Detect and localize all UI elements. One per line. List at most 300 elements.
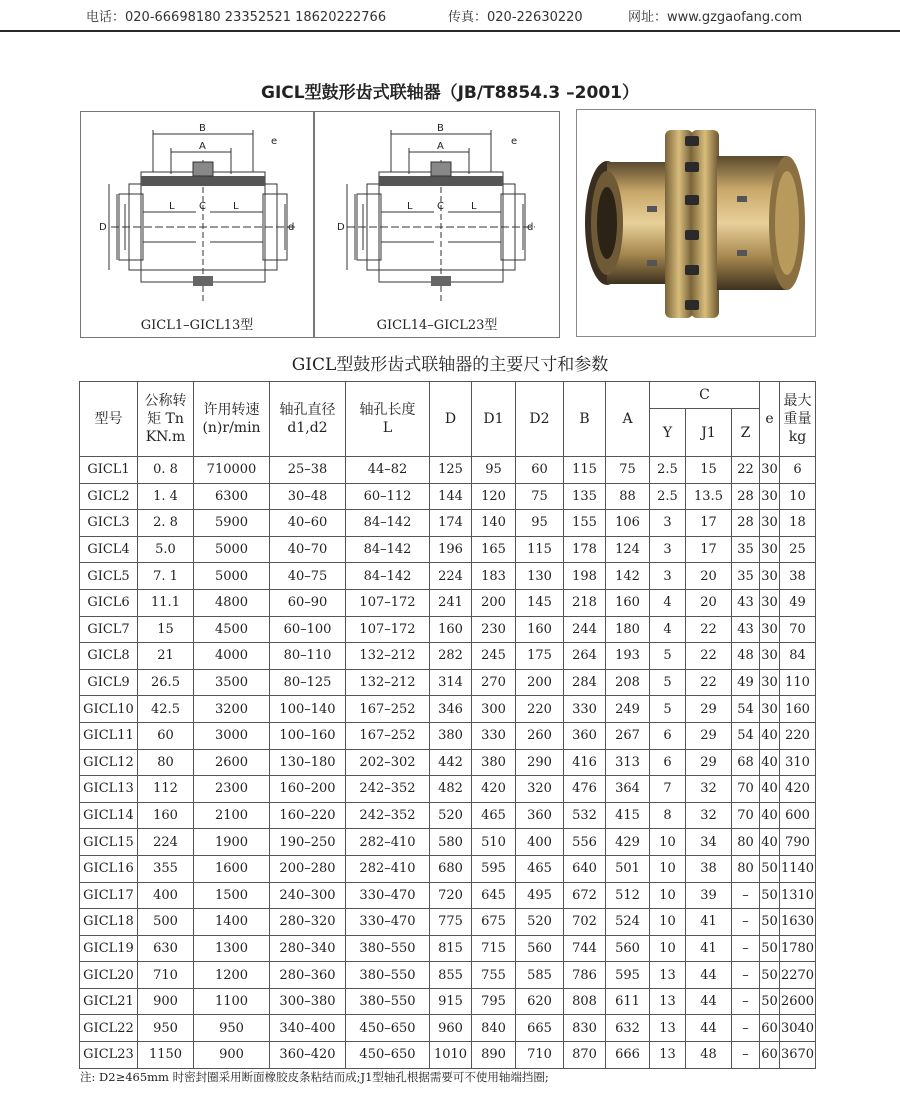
table-cell: 710 [516, 1042, 564, 1069]
table-cell: 7 [650, 776, 686, 803]
table-cell: 160 [430, 616, 472, 643]
table-cell: 43 [732, 589, 760, 616]
table-cell: 54 [732, 696, 760, 723]
table-row [80, 483, 816, 510]
table-cell: 32 [686, 802, 732, 829]
table-cell: 314 [430, 669, 472, 696]
table-cell: 5 [650, 669, 686, 696]
table-cell: 520 [430, 802, 472, 829]
table-cell: 320 [516, 776, 564, 803]
table-cell: 620 [516, 988, 564, 1015]
table-cell: 346 [430, 696, 472, 723]
table-cell: 249 [606, 696, 650, 723]
table-cell: 1150 [138, 1042, 194, 1069]
table-cell: 132–212 [346, 643, 430, 670]
table-cell: 165 [472, 536, 516, 563]
table-cell: 4 [650, 616, 686, 643]
table-cell: 795 [472, 988, 516, 1015]
table-cell: 193 [606, 643, 650, 670]
col-header-bore-diameter: 轴孔直径 d1,d2 [270, 382, 346, 457]
table-cell: 42.5 [138, 696, 194, 723]
table-cell: 208 [606, 669, 650, 696]
table-cell: 22 [686, 669, 732, 696]
table-cell: 400 [516, 829, 564, 856]
header-fax: 传真：020-22630220 [448, 10, 583, 25]
table-cell: 106 [606, 510, 650, 537]
table-cell: 35 [732, 536, 760, 563]
table-cell: 2. 8 [138, 510, 194, 537]
table-cell: 3200 [194, 696, 270, 723]
table-row [80, 776, 816, 803]
table-cell: 380–550 [346, 935, 430, 962]
table-cell: 840 [472, 1015, 516, 1042]
table-cell: 60–90 [270, 589, 346, 616]
dim-label-a-right: A [437, 141, 444, 152]
table-cell: 482 [430, 776, 472, 803]
table-cell: 132–212 [346, 669, 430, 696]
table-cell: 815 [430, 935, 472, 962]
table-cell: 1140 [780, 855, 816, 882]
table-cell: 30 [760, 563, 780, 590]
table-cell: – [732, 935, 760, 962]
table-row [80, 962, 816, 989]
table-cell: 5900 [194, 510, 270, 537]
table-cell: 241 [430, 589, 472, 616]
table-cell: 4500 [194, 616, 270, 643]
table-cell: 313 [606, 749, 650, 776]
coupling-section-drawing-right [315, 112, 559, 312]
table-cell: 80–110 [270, 643, 346, 670]
table-cell: GICL12 [80, 749, 138, 776]
table-cell: 420 [780, 776, 816, 803]
table-cell: 15 [686, 457, 732, 484]
table-row [80, 616, 816, 643]
table-cell: 30 [760, 483, 780, 510]
table-cell: 284 [564, 669, 606, 696]
table-cell: 142 [606, 563, 650, 590]
table-cell: 672 [564, 882, 606, 909]
table-cell: 2.5 [650, 483, 686, 510]
table-cell: 400 [138, 882, 194, 909]
drawing-gicl14-23 [314, 111, 560, 338]
table-cell: 124 [606, 536, 650, 563]
table-cell: 360 [564, 722, 606, 749]
table-cell: 202–302 [346, 749, 430, 776]
table-cell: 110 [780, 669, 816, 696]
table-cell: 630 [138, 935, 194, 962]
table-cell: 180 [606, 616, 650, 643]
table-cell: 112 [138, 776, 194, 803]
table-cell: 200 [516, 669, 564, 696]
table-row [80, 510, 816, 537]
table-cell: 198 [564, 563, 606, 590]
table-cell: 380 [430, 722, 472, 749]
col-header-e: e [760, 382, 780, 457]
table-cell: 282–410 [346, 855, 430, 882]
table-cell: 1200 [194, 962, 270, 989]
table-cell: 3 [650, 510, 686, 537]
table-cell: 10 [650, 935, 686, 962]
table-cell: 5.0 [138, 536, 194, 563]
table-cell: 775 [430, 909, 472, 936]
table-cell: 415 [606, 802, 650, 829]
table-cell: GICL10 [80, 696, 138, 723]
table-cell: 1010 [430, 1042, 472, 1069]
table-cell: 3 [650, 563, 686, 590]
col-header-c: C [650, 382, 760, 409]
table-cell: 135 [564, 483, 606, 510]
table-cell: 220 [780, 722, 816, 749]
table-cell: 30 [760, 536, 780, 563]
table-cell: 84–142 [346, 510, 430, 537]
table-cell: 2270 [780, 962, 816, 989]
table-cell: 790 [780, 829, 816, 856]
table-cell: 13 [650, 1015, 686, 1042]
table-cell: 44 [686, 1015, 732, 1042]
table-cell: 465 [516, 855, 564, 882]
table-cell: 40 [760, 776, 780, 803]
table-cell: GICL1 [80, 457, 138, 484]
table-cell: 70 [780, 616, 816, 643]
dim-label-b: B [199, 123, 206, 134]
table-cell: 524 [606, 909, 650, 936]
table-cell: GICL13 [80, 776, 138, 803]
table-cell: 560 [606, 935, 650, 962]
table-cell: 30 [760, 589, 780, 616]
dim-label-e: e [271, 136, 278, 147]
table-cell: 476 [564, 776, 606, 803]
table-cell: 450–650 [346, 1042, 430, 1069]
table-cell: 60 [138, 722, 194, 749]
table-cell: 2600 [194, 749, 270, 776]
table-cell: 44 [686, 988, 732, 1015]
dim-label-d-small-right: d [527, 222, 534, 233]
table-cell: 442 [430, 749, 472, 776]
table-cell: GICL3 [80, 510, 138, 537]
table-cell: 160 [780, 696, 816, 723]
table-cell: 520 [516, 909, 564, 936]
table-cell: 160 [138, 802, 194, 829]
table-cell: 5 [650, 643, 686, 670]
table-cell: 1900 [194, 829, 270, 856]
table-cell: 360 [516, 802, 564, 829]
table-cell: GICL9 [80, 669, 138, 696]
table-cell: 49 [732, 669, 760, 696]
table-row [80, 536, 816, 563]
table-cell: 220 [516, 696, 564, 723]
table-row [80, 643, 816, 670]
table-cell: 13 [650, 988, 686, 1015]
table-cell: 190–250 [270, 829, 346, 856]
table-cell: 120 [472, 483, 516, 510]
table-row [80, 1015, 816, 1042]
table-cell: 60 [760, 1042, 780, 1069]
table-cell: 242–352 [346, 802, 430, 829]
table-cell: 10 [650, 882, 686, 909]
table-cell: 29 [686, 722, 732, 749]
col-header-y: Y [650, 409, 686, 457]
table-cell: 30 [760, 643, 780, 670]
table-cell: 41 [686, 935, 732, 962]
header-bar [0, 0, 900, 30]
table-cell: 80 [732, 855, 760, 882]
table-cell: 13 [650, 962, 686, 989]
table-cell: 40 [760, 829, 780, 856]
table-cell: 870 [564, 1042, 606, 1069]
table-cell: 218 [564, 589, 606, 616]
table-cell: 68 [732, 749, 760, 776]
table-cell: 1780 [780, 935, 816, 962]
table-cell: 10 [650, 829, 686, 856]
table-cell: 744 [564, 935, 606, 962]
table-cell: 6 [780, 457, 816, 484]
table-cell: 28 [732, 483, 760, 510]
table-cell: 22 [686, 616, 732, 643]
table-cell: GICL20 [80, 962, 138, 989]
table-row [80, 882, 816, 909]
table-cell: 44 [686, 962, 732, 989]
table-cell: 720 [430, 882, 472, 909]
table-cell: 30–48 [270, 483, 346, 510]
table-cell: 50 [760, 909, 780, 936]
table-row [80, 988, 816, 1015]
table-cell: GICL11 [80, 722, 138, 749]
table-cell: 510 [472, 829, 516, 856]
table-cell: 43 [732, 616, 760, 643]
dim-label-e-right: e [511, 136, 518, 147]
table-row [80, 457, 816, 484]
table-cell: 30 [760, 669, 780, 696]
table-cell: 115 [564, 457, 606, 484]
table-cell: 244 [564, 616, 606, 643]
col-header-j1: J1 [686, 409, 732, 457]
col-header-b: B [564, 382, 606, 457]
table-cell: 282 [430, 643, 472, 670]
table-cell: 48 [686, 1042, 732, 1069]
table-cell: 900 [194, 1042, 270, 1069]
table-cell: 890 [472, 1042, 516, 1069]
table-cell: 270 [472, 669, 516, 696]
table-cell: 675 [472, 909, 516, 936]
table-cell: 38 [780, 563, 816, 590]
table-cell: 155 [564, 510, 606, 537]
table-cell: 50 [760, 855, 780, 882]
table-cell: 200 [472, 589, 516, 616]
table-cell: 360–420 [270, 1042, 346, 1069]
table-cell: 130–180 [270, 749, 346, 776]
table-cell: 242–352 [346, 776, 430, 803]
table-cell: 115 [516, 536, 564, 563]
table-cell: 18 [780, 510, 816, 537]
table-row [80, 855, 816, 882]
table-cell: 710000 [194, 457, 270, 484]
table-cell: 50 [760, 962, 780, 989]
table-cell: – [732, 988, 760, 1015]
table-cell: 44–82 [346, 457, 430, 484]
table-cell: 645 [472, 882, 516, 909]
table-cell: 1310 [780, 882, 816, 909]
table-cell: 960 [430, 1015, 472, 1042]
table-cell: 160–200 [270, 776, 346, 803]
table-row [80, 829, 816, 856]
table-cell: 22 [686, 643, 732, 670]
table-cell: 5 [650, 696, 686, 723]
table-cell: 4000 [194, 643, 270, 670]
table-cell: 50 [760, 882, 780, 909]
table-cell: 429 [606, 829, 650, 856]
table-cell: 6 [650, 722, 686, 749]
table-cell: 21 [138, 643, 194, 670]
table-cell: 2100 [194, 802, 270, 829]
table-cell: 11.1 [138, 589, 194, 616]
table-cell: 196 [430, 536, 472, 563]
table-cell: 416 [564, 749, 606, 776]
table-cell: 665 [516, 1015, 564, 1042]
table-cell: – [732, 1015, 760, 1042]
table-cell: 107–172 [346, 616, 430, 643]
table-cell: 632 [606, 1015, 650, 1042]
table-cell: 600 [780, 802, 816, 829]
table-cell: 300–380 [270, 988, 346, 1015]
table-cell: 26.5 [138, 669, 194, 696]
table-cell: 1400 [194, 909, 270, 936]
table-cell: GICL21 [80, 988, 138, 1015]
table-cell: 6300 [194, 483, 270, 510]
table-cell: 611 [606, 988, 650, 1015]
table-cell: 10 [650, 855, 686, 882]
table-cell: 364 [606, 776, 650, 803]
table-cell: 3500 [194, 669, 270, 696]
table-cell: 900 [138, 988, 194, 1015]
table-cell: 167–252 [346, 722, 430, 749]
table-cell: GICL5 [80, 563, 138, 590]
table-cell: 808 [564, 988, 606, 1015]
table-row [80, 1042, 816, 1069]
table-cell: 786 [564, 962, 606, 989]
table-cell: 950 [194, 1015, 270, 1042]
table-row [80, 722, 816, 749]
table-cell: 30 [760, 457, 780, 484]
col-header-a: A [606, 382, 650, 457]
header-phone: 电话：020-66698180 23352521 18620222766 [86, 10, 387, 25]
dim-label-d-small: d [288, 222, 295, 233]
col-header-bore-length: 轴孔长度 L [346, 382, 430, 457]
table-cell: 32 [686, 776, 732, 803]
col-header-weight: 最大 重量 kg [780, 382, 816, 457]
table-cell: 0. 8 [138, 457, 194, 484]
spec-table [79, 381, 816, 1069]
table-cell: 224 [430, 563, 472, 590]
table-cell: 580 [430, 829, 472, 856]
table-cell: 84–142 [346, 536, 430, 563]
table-cell: 915 [430, 988, 472, 1015]
table-cell: 310 [780, 749, 816, 776]
table-cell: 380 [472, 749, 516, 776]
table-cell: 595 [472, 855, 516, 882]
table-cell: – [732, 962, 760, 989]
table-cell: 7. 1 [138, 563, 194, 590]
dim-label-c: C [199, 201, 206, 212]
table-cell: GICL15 [80, 829, 138, 856]
table-cell: 702 [564, 909, 606, 936]
table-cell: 20 [686, 589, 732, 616]
table-cell: – [732, 882, 760, 909]
dim-label-l-left-right: L [407, 201, 413, 212]
dim-label-c-right: C [437, 201, 444, 212]
dim-label-d: D [99, 222, 107, 233]
table-cell: 174 [430, 510, 472, 537]
table-cell: 100–140 [270, 696, 346, 723]
table-cell: 10 [650, 909, 686, 936]
table-cell: 330 [472, 722, 516, 749]
table-cell: 40–70 [270, 536, 346, 563]
table-cell: 178 [564, 536, 606, 563]
table-cell: 5000 [194, 536, 270, 563]
table-cell: 224 [138, 829, 194, 856]
table-cell: 60–112 [346, 483, 430, 510]
table-cell: 465 [472, 802, 516, 829]
table-cell: 22 [732, 457, 760, 484]
table-cell: 41 [686, 909, 732, 936]
table-cell: 2.5 [650, 457, 686, 484]
dim-label-b-right: B [437, 123, 444, 134]
table-cell: GICL23 [80, 1042, 138, 1069]
header-divider [0, 30, 900, 32]
table-cell: 1500 [194, 882, 270, 909]
table-cell: 160–220 [270, 802, 346, 829]
table-cell: 245 [472, 643, 516, 670]
table-cell: 290 [516, 749, 564, 776]
col-header-torque: 公称转 矩 Tn KN.m [138, 382, 194, 457]
table-cell: 330 [564, 696, 606, 723]
drawing-caption-left: GICL1–GICL13型 [140, 318, 254, 333]
table-cell: 1600 [194, 855, 270, 882]
table-cell: 280–320 [270, 909, 346, 936]
table-cell: 230 [472, 616, 516, 643]
table-cell: 680 [430, 855, 472, 882]
table-cell: 340–400 [270, 1015, 346, 1042]
table-cell: 355 [138, 855, 194, 882]
col-header-model: 型号 [80, 382, 138, 457]
table-cell: 70 [732, 802, 760, 829]
table-cell: 512 [606, 882, 650, 909]
table-cell: 34 [686, 829, 732, 856]
header-website[interactable]: 网址：www.gzgaofang.com [628, 10, 803, 25]
table-cell: 40 [760, 802, 780, 829]
table-cell: 39 [686, 882, 732, 909]
page-title: GICL型鼓形齿式联轴器（JB/T8854.3 –2001） [260, 83, 639, 103]
drawing-caption-right: GICL14–GICL23型 [376, 318, 498, 333]
table-cell: 15 [138, 616, 194, 643]
table-cell: GICL14 [80, 802, 138, 829]
table-cell: 4800 [194, 589, 270, 616]
table-cell: 13 [650, 1042, 686, 1069]
table-cell: 1. 4 [138, 483, 194, 510]
table-cell: 84–142 [346, 563, 430, 590]
col-header-d: D [430, 382, 472, 457]
table-cell: 264 [564, 643, 606, 670]
table-cell: 267 [606, 722, 650, 749]
table-cell: 715 [472, 935, 516, 962]
table-cell: 145 [516, 589, 564, 616]
table-cell: 500 [138, 909, 194, 936]
table-cell: 13.5 [686, 483, 732, 510]
table-cell: 666 [606, 1042, 650, 1069]
dim-label-l-left: L [169, 201, 175, 212]
table-cell: GICL16 [80, 855, 138, 882]
table-cell: 40 [760, 749, 780, 776]
table-cell: 3670 [780, 1042, 816, 1069]
